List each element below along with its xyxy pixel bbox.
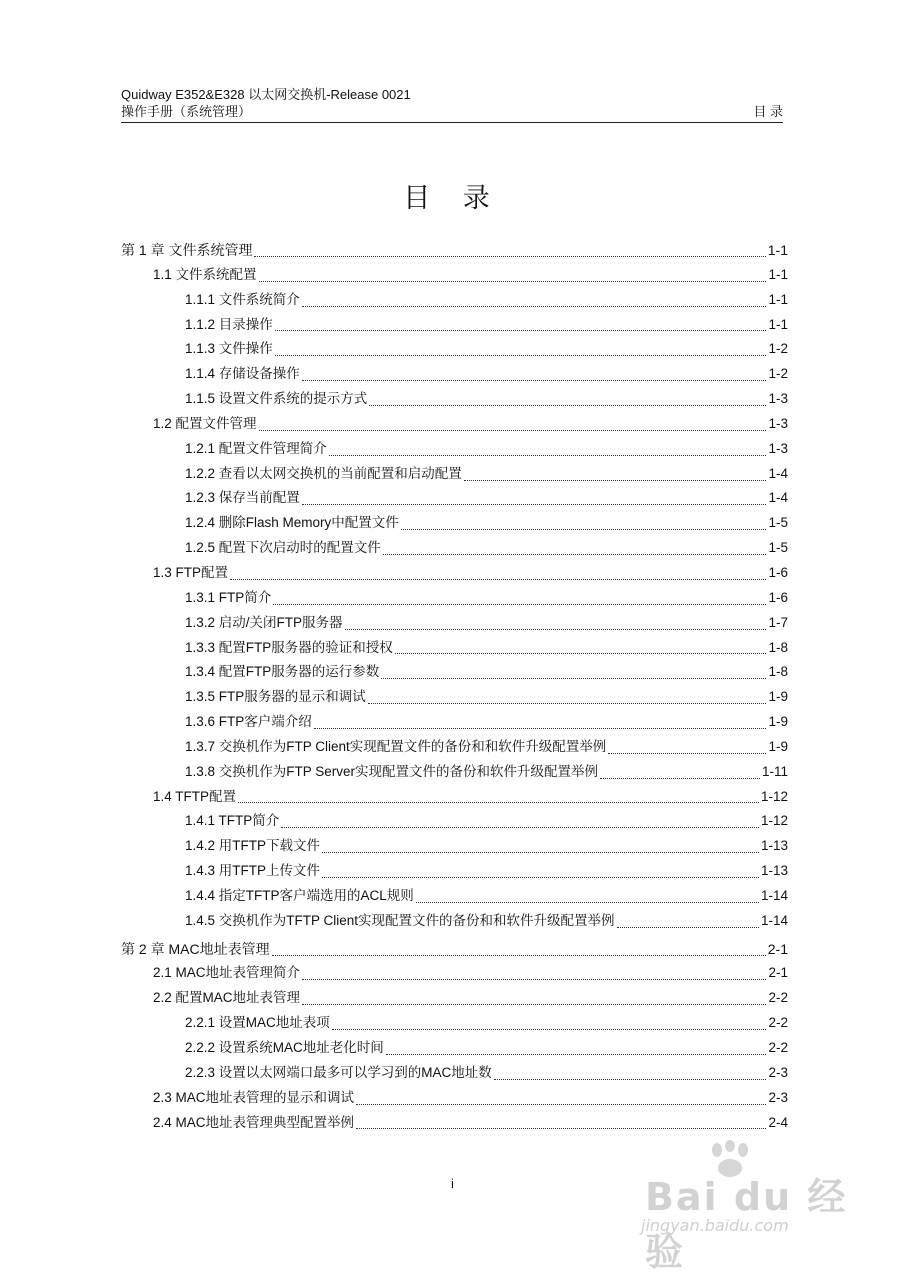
- header-divider: [121, 122, 783, 123]
- toc-entry-label: 2.2.3 设置以太网端口最多可以学习到的MAC地址数: [185, 1064, 492, 1080]
- toc-entry-page: 1-2: [768, 341, 788, 357]
- toc-subsection-row[interactable]: [121, 511, 788, 536]
- toc-leader-dots: [259, 430, 767, 431]
- toc-entry-label: 1.4.5 交换机作为TFTP Client实现配置文件的备份和和软件升级配置举例: [185, 912, 615, 928]
- toc-leader-dots: [254, 256, 765, 257]
- toc-entry-label: 1.3.3 配置FTP服务器的验证和授权: [185, 639, 393, 655]
- header-product: Quidway E352&E328 以太网交换机-Release 0021: [121, 87, 411, 102]
- toc-entry-page: 1-1: [768, 291, 788, 307]
- toc-leader-dots: [302, 1004, 766, 1005]
- toc-entry-label: 1.1.5 设置文件系统的提示方式: [185, 391, 368, 407]
- toc-section-row[interactable]: [121, 412, 788, 437]
- toc-subsection-row[interactable]: [121, 685, 788, 710]
- toc-subsection-row[interactable]: [121, 809, 788, 834]
- toc-entry-label: 1.1.2 目录操作: [185, 316, 273, 332]
- toc-subsection-row[interactable]: [121, 313, 788, 338]
- toc-leader-dots: [275, 355, 767, 356]
- toc-subsection-row[interactable]: [121, 884, 788, 909]
- toc-leader-dots: [322, 852, 759, 853]
- toc-leader-dots: [600, 778, 760, 779]
- toc-section-row[interactable]: [121, 1111, 788, 1136]
- table-of-contents: [121, 238, 788, 1135]
- toc-entry-page: 1-1: [768, 266, 788, 282]
- toc-subsection-row[interactable]: [121, 462, 788, 487]
- toc-subsection-row[interactable]: [121, 437, 788, 462]
- toc-entry-label: 2.2.1 设置MAC地址表项: [185, 1015, 330, 1031]
- toc-leader-dots: [395, 653, 767, 654]
- toc-subsection-row[interactable]: [121, 710, 788, 735]
- toc-leader-dots: [368, 703, 767, 704]
- toc-entry-label: 1.4 TFTP配置: [153, 788, 237, 804]
- toc-entry-page: 1-6: [768, 589, 788, 605]
- watermark-brand: Bai du 经验: [645, 1175, 848, 1274]
- toc-subsection-row[interactable]: [121, 834, 788, 859]
- toc-section-row[interactable]: [121, 561, 788, 586]
- toc-entry-label: 2.2.2 设置系统MAC地址老化时间: [185, 1040, 384, 1055]
- toc-subsection-row[interactable]: [121, 288, 788, 313]
- toc-subsection-row[interactable]: [121, 486, 788, 511]
- toc-leader-dots: [332, 1029, 767, 1030]
- toc-section-row[interactable]: [121, 263, 788, 288]
- toc-entry-page: 2-1: [767, 940, 788, 957]
- toc-leader-dots: [356, 1104, 766, 1105]
- toc-section-row[interactable]: [121, 961, 788, 986]
- toc-leader-dots: [314, 728, 767, 729]
- toc-leader-dots: [322, 877, 759, 878]
- toc-leader-dots: [356, 1128, 766, 1129]
- toc-entry-label: 2.3 MAC地址表管理的显示和调试: [153, 1089, 355, 1105]
- toc-section-row[interactable]: [121, 986, 788, 1011]
- toc-leader-dots: [617, 927, 759, 928]
- toc-entry-label: 1.3.1 FTP简介: [185, 589, 272, 605]
- toc-entry-page: 2-3: [768, 1089, 788, 1105]
- toc-entry-label: 1.4.1 TFTP简介: [185, 813, 280, 829]
- toc-leader-dots: [238, 802, 759, 803]
- toc-entry-page: 1-9: [768, 738, 788, 754]
- toc-entry-page: 2-4: [768, 1114, 788, 1130]
- toc-leader-dots: [464, 480, 767, 481]
- toc-leader-dots: [329, 455, 767, 456]
- toc-subsection-row[interactable]: [121, 636, 788, 661]
- toc-leader-dots: [369, 405, 766, 406]
- toc-leader-dots: [273, 604, 766, 605]
- toc-entry-page: 1-8: [768, 664, 788, 680]
- header-section: 目 录: [753, 104, 783, 119]
- toc-entry-label: 1.1 文件系统配置: [153, 266, 257, 282]
- toc-section-row[interactable]: [121, 1086, 788, 1111]
- toc-entry-page: 1-11: [761, 763, 788, 779]
- toc-subsection-row[interactable]: [121, 362, 788, 387]
- toc-subsection-row[interactable]: [121, 760, 788, 785]
- toc-subsection-row[interactable]: [121, 536, 788, 561]
- toc-subsection-row[interactable]: [121, 337, 788, 362]
- toc-entry-page: 1-4: [768, 465, 788, 481]
- toc-entry-page: 1-2: [768, 366, 788, 382]
- toc-entry-label: 2.2 配置MAC地址表管理: [153, 990, 301, 1006]
- toc-subsection-row[interactable]: [121, 611, 788, 636]
- toc-entry-page: 1-1: [768, 316, 788, 332]
- toc-entry-label: 1.2.2 查看以太网交换机的当前配置和启动配置: [185, 465, 462, 481]
- toc-entry-page: 1-3: [768, 415, 788, 431]
- toc-entry-label: 1.3.5 FTP服务器的显示和调试: [185, 689, 366, 705]
- toc-entry-label: 1.3.7 交换机作为FTP Client实现配置文件的备份和和软件升级配置举例: [185, 738, 607, 754]
- watermark-url: jingyan.baidu.com: [641, 1216, 789, 1235]
- toc-leader-dots: [386, 1054, 767, 1055]
- toc-entry-page: 1-13: [760, 863, 788, 879]
- toc-leader-dots: [383, 554, 767, 555]
- toc-entry-page: 2-1: [768, 965, 788, 981]
- toc-entry-label: 1.3.2 启动/关闭FTP服务器: [185, 614, 343, 630]
- toc-entry-page: 1-3: [768, 391, 788, 407]
- toc-entry-page: 1-3: [768, 440, 788, 456]
- toc-subsection-row[interactable]: [121, 586, 788, 611]
- toc-subsection-row[interactable]: [121, 1011, 788, 1036]
- toc-entry-label: 1.3.6 FTP客户端介绍: [185, 714, 312, 730]
- toc-entry-label: 1.1.4 存储设备操作: [185, 366, 300, 382]
- toc-entry-label: 1.2 配置文件管理: [153, 415, 257, 431]
- toc-entry-page: 1-9: [768, 689, 788, 705]
- toc-entry-label: 1.1.1 文件系统简介: [185, 291, 300, 307]
- page-header: [121, 86, 783, 120]
- toc-chapter-row[interactable]: [121, 238, 788, 263]
- toc-leader-dots: [381, 678, 766, 679]
- toc-chapter-row[interactable]: [121, 937, 788, 962]
- toc-entry-page: 1-14: [760, 887, 788, 903]
- toc-entry-page: 1-4: [768, 490, 788, 506]
- toc-entry-page: 1-8: [768, 639, 788, 655]
- toc-leader-dots: [302, 380, 767, 381]
- toc-leader-dots: [230, 579, 766, 580]
- toc-entry-page: 2-3: [768, 1064, 788, 1080]
- toc-subsection-row[interactable]: [121, 735, 788, 760]
- toc-subsection-row[interactable]: [121, 1061, 788, 1086]
- toc-entry-label: 1.2.3 保存当前配置: [185, 490, 300, 506]
- toc-entry-page: 1-5: [768, 540, 788, 556]
- toc-entry-page: 2-2: [768, 1015, 788, 1031]
- toc-leader-dots: [302, 979, 766, 980]
- toc-leader-dots: [275, 330, 767, 331]
- toc-entry-page: 2-2: [768, 1040, 788, 1055]
- toc-leader-dots: [416, 902, 759, 903]
- toc-entry-page: 1-5: [768, 515, 788, 531]
- toc-entry-page: 1-7: [768, 614, 788, 630]
- toc-entry-label: 1.3 FTP配置: [153, 564, 229, 580]
- page-number: i: [451, 1176, 454, 1191]
- toc-subsection-row[interactable]: [121, 859, 788, 884]
- toc-leader-dots: [302, 504, 767, 505]
- toc-leader-dots: [281, 827, 759, 828]
- toc-leader-dots: [345, 629, 767, 630]
- toc-subsection-row[interactable]: [121, 387, 788, 412]
- toc-entry-page: 1-13: [760, 838, 788, 854]
- toc-entry-label: 第 2 章 MAC地址表管理: [121, 940, 270, 957]
- toc-entry-page: 1-12: [760, 788, 788, 804]
- toc-entry-page: 1-6: [768, 564, 788, 580]
- toc-entry-label: 1.4.4 指定TFTP客户端选用的ACL规则: [185, 887, 414, 903]
- toc-entry-label: 1.2.5 配置下次启动时的配置文件: [185, 540, 381, 556]
- toc-entry-label: 1.4.3 用TFTP上传文件: [185, 863, 321, 879]
- toc-entry-page: 2-2: [768, 990, 788, 1006]
- toc-leader-dots: [259, 281, 767, 282]
- toc-entry-label: 1.3.8 交换机作为FTP Server实现配置文件的备份和软件升级配置举例: [185, 763, 599, 779]
- toc-subsection-row[interactable]: [121, 1036, 788, 1061]
- toc-entry-label: 1.2.1 配置文件管理简介: [185, 440, 327, 456]
- toc-entry-page: 1-1: [767, 242, 788, 258]
- toc-subsection-row[interactable]: [121, 660, 788, 685]
- toc-entry-page: 1-14: [760, 912, 788, 928]
- toc-subsection-row[interactable]: [121, 909, 788, 934]
- toc-leader-dots: [302, 306, 767, 307]
- page-title: 目 录: [403, 183, 502, 214]
- toc-entry-label: 1.2.4 删除Flash Memory中配置文件: [185, 515, 399, 531]
- baidu-jingyan-watermark: [635, 1140, 850, 1274]
- toc-leader-dots: [494, 1079, 767, 1080]
- toc-entry-label: 1.3.4 配置FTP服务器的运行参数: [185, 664, 380, 680]
- toc-entry-label: 2.4 MAC地址表管理典型配置举例: [153, 1114, 355, 1130]
- toc-entry-page: 1-12: [760, 813, 788, 829]
- toc-leader-dots: [272, 955, 766, 956]
- toc-entry-label: 第 1 章 文件系统管理: [121, 242, 253, 258]
- toc-leader-dots: [401, 529, 767, 530]
- toc-entry-label: 1.1.3 文件操作: [185, 341, 273, 357]
- toc-entry-label: 2.1 MAC地址表管理简介: [153, 965, 301, 981]
- toc-section-row[interactable]: [121, 785, 788, 810]
- toc-entry-label: 1.4.2 用TFTP下载文件: [185, 838, 321, 854]
- toc-entry-page: 1-9: [768, 714, 788, 730]
- header-manual: 操作手册（系统管理）: [121, 104, 252, 119]
- toc-leader-dots: [608, 753, 766, 754]
